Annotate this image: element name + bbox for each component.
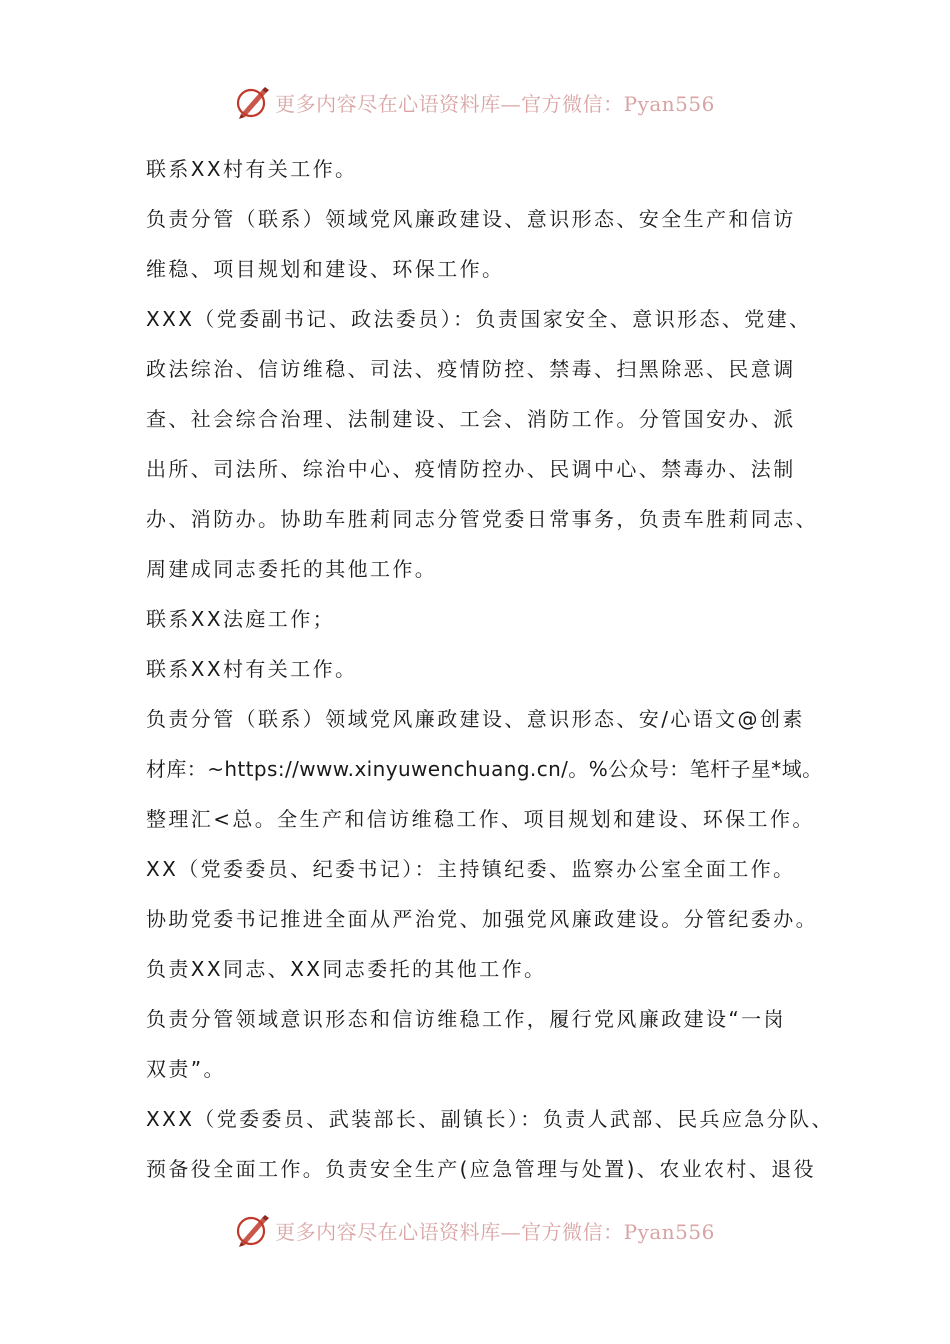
text-line: 双责”。 [146,1057,226,1081]
document-body [146,144,836,1194]
text-line: 材库：~https://www.xinyuwenchuang.cn/。%公众号：笔杆子星*域。 [146,757,823,781]
text-line: 负责XX同志、XX同志委托的其他工作。 [146,957,547,981]
pen-logo-icon [235,1212,271,1248]
footer-banner [0,1208,950,1252]
text-line: 联系XX村有关工作。 [146,157,358,181]
header-banner [0,80,950,124]
text-line: 负责分管领域意识形态和信访维稳工作，履行党风廉政建设“一岗 [146,1007,786,1031]
text-line: XXX（党委委员、武装部长、副镇长）：负责人武部、民兵应急分队、 [146,1107,834,1131]
text-line: 联系XX村有关工作。 [146,657,358,681]
footer-banner-text: 更多内容尽在心语资料库—官方微信：Pyan556 [275,1219,715,1244]
text-line: 负责分管（联系）领域党风廉政建设、意识形态、安/心语文@创素 [146,707,805,731]
text-line: 查、社会综合治理、法制建设、工会、消防工作。分管国安办、派 [146,407,796,431]
pen-logo-icon [235,84,271,120]
text-line: XX（党委委员、纪委书记）：主持镇纪委、监察办公室全面工作。 [146,857,796,881]
header-banner-text: 更多内容尽在心语资料库—官方微信：Pyan556 [275,91,715,116]
text-line: 联系XX法庭工作； [146,607,336,631]
text-line: 协助党委书记推进全面从严治党、加强党风廉政建设。分管纪委办。 [146,907,818,931]
text-line: 政法综治、信访维稳、司法、疫情防控、禁毒、扫黑除恶、民意调 [146,357,796,381]
text-line: 出所、司法所、综治中心、疫情防控办、民调中心、禁毒办、法制 [146,457,796,481]
text-line: 周建成同志委托的其他工作。 [146,557,438,581]
text-line: 负责分管（联系）领域党风廉政建设、意识形态、安全生产和信访 [146,207,796,231]
text-line: 办、消防办。协助车胜莉同志分管党委日常事务，负责车胜莉同志、 [146,507,818,531]
text-line: XXX（党委副书记、政法委员）：负责国家安全、意识形态、党建、 [146,307,812,331]
text-line: 整理汇<总。全生产和信访维稳工作、项目规划和建设、环保工作。 [146,807,815,831]
text-line: 预备役全面工作。负责安全生产(应急管理与处置)、农业农村、退役 [146,1157,817,1181]
text-line: 维稳、项目规划和建设、环保工作。 [146,257,505,281]
